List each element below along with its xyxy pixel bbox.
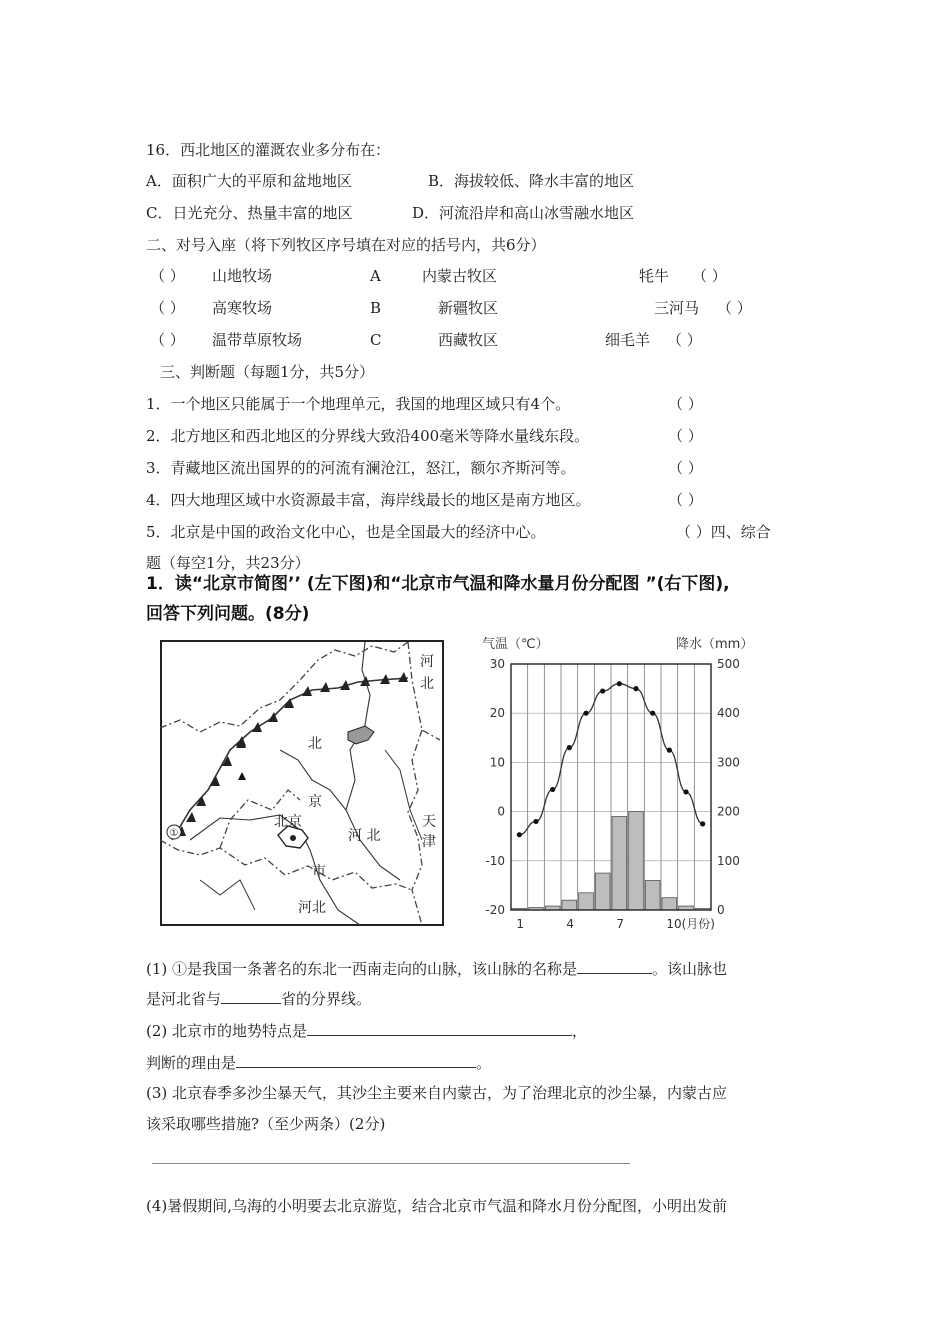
map-label: 北 bbox=[308, 736, 322, 752]
map-label: 津 bbox=[422, 834, 436, 850]
section3-title: 三、判断题（每题1分，共5分） bbox=[160, 363, 375, 381]
month-ticks bbox=[516, 917, 715, 931]
answer-blank[interactable] bbox=[221, 988, 281, 1004]
precipitation-tick-label: 0 bbox=[717, 903, 725, 917]
q1-sub2-text: 判断的理由是 bbox=[146, 1054, 237, 1072]
q1-sub2-text: 。 bbox=[476, 1054, 492, 1072]
judge-item-text: 5．北京是中国的政治文化中心，也是全国最大的经济中心。 bbox=[146, 523, 546, 541]
precipitation-bar bbox=[562, 900, 577, 910]
q1-sub2-text: ， bbox=[572, 1022, 588, 1040]
map-label: 北 bbox=[420, 676, 434, 692]
animal-paren[interactable]: （ ） bbox=[667, 331, 702, 349]
temperature-point bbox=[617, 681, 622, 686]
q1-sub1-text: (1) ①是我国一条著名的东北一西南走向的山脉，该山脉的名称是 bbox=[146, 960, 578, 978]
answer-blank[interactable] bbox=[577, 958, 652, 974]
region-name: 西藏牧区 bbox=[438, 331, 499, 349]
animal-name: 牦牛 bbox=[639, 267, 670, 285]
answer-blank[interactable] bbox=[236, 1052, 476, 1068]
answer-paren[interactable]: （ ） bbox=[150, 267, 185, 285]
temperature-tick-label: -10 bbox=[485, 853, 505, 868]
temperature-point bbox=[533, 819, 538, 824]
map-label: 河 bbox=[420, 654, 434, 670]
precipitation-tick-label: 500 bbox=[717, 657, 740, 671]
q1-sub4-line1: (4)暑假期间,乌海的小明要去北京游览，结合北京市气温和降水月份分配图，小明出发前 bbox=[146, 1197, 728, 1215]
section2-title: 二、对号入座（将下列牧区序号填在对应的括号内，共6分） bbox=[146, 236, 546, 254]
right-axis-label: 降水（mm） bbox=[676, 637, 754, 652]
precipitation-bar bbox=[612, 817, 627, 910]
judge-item-text: 2．北方地区和西北地区的分界线大致沿400毫米等降水量线东段。 bbox=[146, 427, 590, 445]
temperature-point bbox=[633, 686, 638, 691]
q1-sub2-line1 bbox=[146, 1020, 587, 1041]
temperature-point bbox=[667, 748, 672, 753]
animal-name: 细毛羊 bbox=[605, 331, 651, 349]
q1-sub3-line2: 该采取哪些措施?（至少两条）(2分) bbox=[146, 1115, 386, 1133]
answer-line[interactable] bbox=[152, 1163, 630, 1164]
farm-type: 温带草原牧场 bbox=[212, 331, 303, 349]
q16-option-b: B．海拔较低、降水丰富的地区 bbox=[428, 172, 635, 190]
temperature-point bbox=[567, 745, 572, 750]
precipitation-tick-label: 100 bbox=[717, 853, 740, 868]
question1-heading-line2: 回答下列问题。(8分) bbox=[146, 604, 310, 624]
q1-sub1-text: 省的分界线。 bbox=[281, 990, 372, 1008]
judge-item-text: 4．四大地理区域中水资源最丰富，海岸线最长的地区是南方地区。 bbox=[146, 491, 591, 509]
left-axis-label: 气温（℃） bbox=[482, 637, 549, 652]
map-label: 河 北 bbox=[348, 828, 381, 844]
temperature-ticks bbox=[485, 657, 505, 917]
mountain-marker-label: ① bbox=[169, 828, 179, 839]
map-label: 河北 bbox=[298, 900, 326, 916]
temperature-tick-label: 0 bbox=[497, 804, 505, 819]
judge-item-paren[interactable]: （ ） bbox=[668, 459, 703, 477]
q1-sub1-line2 bbox=[146, 988, 371, 1009]
q1-sub1-line1 bbox=[146, 958, 727, 979]
temperature-tick-label: -20 bbox=[485, 903, 505, 917]
map-label: 市 bbox=[312, 864, 326, 880]
precipitation-tick-label: 300 bbox=[717, 755, 740, 770]
judge-item-paren[interactable]: （ ） bbox=[668, 427, 703, 445]
beijing-city-dot bbox=[290, 835, 296, 841]
region-letter: A bbox=[370, 267, 381, 285]
question1-heading-line1: 1．读“北京市简图’’ (左下图)和“北京市气温和降水量月份分配图 ”(右下图), bbox=[146, 574, 730, 594]
precipitation-bar bbox=[662, 898, 677, 910]
map-label: 天 bbox=[422, 814, 436, 830]
precipitation-bar bbox=[579, 893, 594, 910]
month-tick-label: 1 bbox=[516, 917, 524, 931]
temperature-point bbox=[600, 688, 605, 693]
temperature-point bbox=[650, 711, 655, 716]
judge-item-paren[interactable]: （ ） bbox=[668, 491, 703, 509]
answer-paren[interactable]: （ ） bbox=[150, 299, 185, 317]
map-label: 京 bbox=[308, 794, 322, 810]
temperature-point bbox=[517, 832, 522, 837]
farm-type: 山地牧场 bbox=[212, 267, 273, 285]
animal-name: 三河马 bbox=[654, 299, 700, 317]
temperature-point bbox=[583, 711, 588, 716]
precipitation-bar bbox=[645, 880, 660, 910]
beijing-map bbox=[160, 640, 444, 926]
q1-sub1-text: 是河北省与 bbox=[146, 990, 222, 1008]
judge-item-text: 3．青藏地区流出国界的的河流有澜沧江，怒江，额尔齐斯河等。 bbox=[146, 459, 576, 477]
animal-paren[interactable]: （ ） bbox=[717, 299, 752, 317]
answer-paren[interactable]: （ ） bbox=[150, 331, 185, 349]
judge-item-paren[interactable]: （ ） bbox=[668, 395, 703, 413]
section4-title-continuation: 题（每空1分，共23分） bbox=[146, 554, 310, 572]
map-label: 北京 bbox=[274, 814, 302, 830]
precipitation-tick-label: 200 bbox=[717, 804, 740, 819]
temperature-point bbox=[683, 789, 688, 794]
temperature-tick-label: 30 bbox=[489, 657, 505, 671]
q16-stem: 16．西北地区的灌溉农业多分布在： bbox=[146, 141, 391, 159]
temperature-point bbox=[550, 787, 555, 792]
region-name: 内蒙古牧区 bbox=[422, 267, 498, 285]
judge-item-paren[interactable]: （ ）四、综合 bbox=[676, 523, 771, 541]
climate-chart bbox=[476, 632, 756, 938]
precipitation-bar bbox=[629, 812, 644, 910]
precipitation-ticks bbox=[717, 657, 740, 917]
answer-blank[interactable] bbox=[307, 1020, 572, 1036]
q1-sub2-text: (2) 北京市的地势特点是 bbox=[146, 1022, 308, 1040]
month-tick-label: 7 bbox=[616, 917, 624, 931]
precipitation-tick-label: 400 bbox=[717, 706, 740, 721]
region-letter: C bbox=[370, 331, 382, 349]
q1-sub3-line1: (3) 北京春季多沙尘暴天气，其沙尘主要来自内蒙古，为了治理北京的沙尘暴，内蒙古应 bbox=[146, 1084, 728, 1102]
temperature-point bbox=[700, 821, 705, 826]
region-letter: B bbox=[370, 299, 382, 317]
animal-paren[interactable]: （ ） bbox=[692, 267, 727, 285]
q16-option-a: A．面积广大的平原和盆地地区 bbox=[146, 172, 352, 190]
month-tick-label: 4 bbox=[566, 917, 574, 931]
farm-type: 高寒牧场 bbox=[212, 299, 273, 317]
q1-sub2-line2 bbox=[146, 1052, 491, 1073]
q16-option-c: C．日光充分、热量丰富的地区 bbox=[146, 204, 353, 222]
temperature-tick-label: 20 bbox=[489, 706, 505, 721]
judge-item-text: 1．一个地区只能属于一个地理单元，我国的地理区域只有4个。 bbox=[146, 395, 571, 413]
q1-sub1-text: 。该山脉也 bbox=[652, 960, 728, 978]
precipitation-bar bbox=[595, 873, 610, 910]
temperature-tick-label: 10 bbox=[489, 755, 505, 770]
region-name: 新疆牧区 bbox=[438, 299, 499, 317]
month-tick-label: 10(月份) bbox=[666, 917, 715, 931]
q16-option-d: D．河流沿岸和高山冰雪融水地区 bbox=[412, 204, 635, 222]
